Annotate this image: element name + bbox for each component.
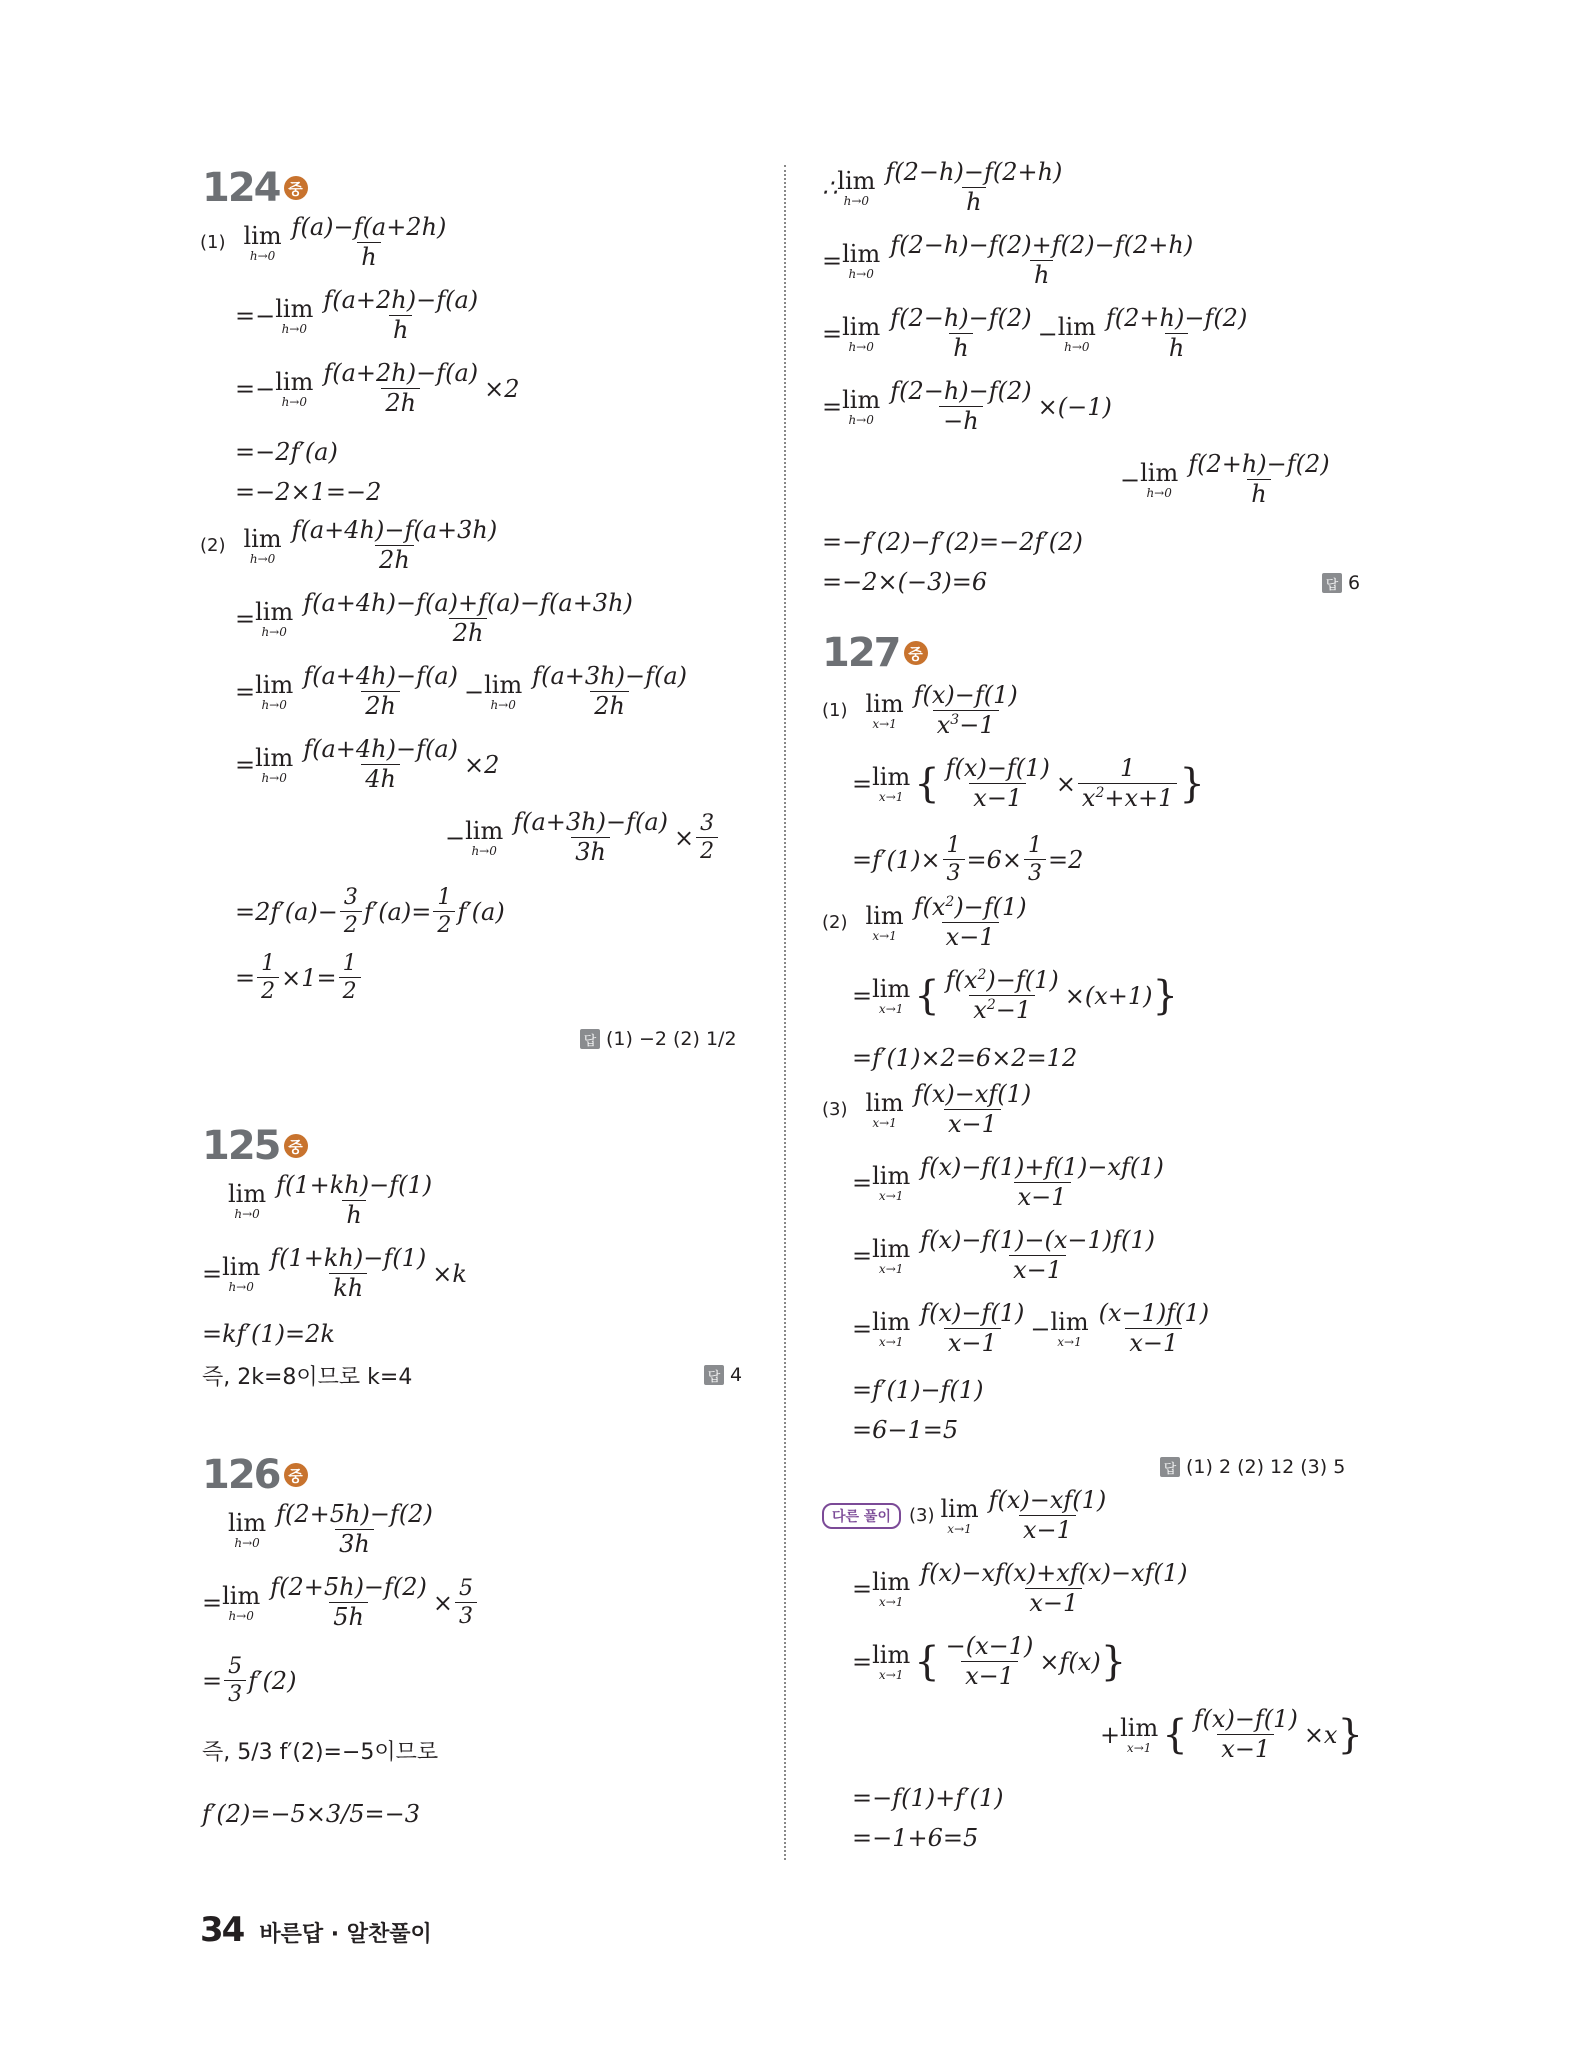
part-label: (3)	[822, 1099, 848, 1121]
answer-125	[704, 1364, 742, 1386]
part-label: (2)	[200, 535, 226, 557]
eq-124-2-step2: = lim h→0 $\frac{f(a+4h)-f(a)}{2h}$ − lim h→0 $\frac{f(a+3h)-f(a)}{2h}$	[235, 662, 687, 721]
eq-127-alt-step2b: + lim x→1 { $\frac{f(x)-f(1)}{x-1}$ ×x }	[1100, 1705, 1363, 1764]
answer-127	[1160, 1456, 1345, 1478]
eq-124-2-step1: = lim h→0 $\frac{f(a+4h)-f(a)+f(a)-f(a+3h)}{2h}$	[235, 589, 633, 648]
korean-statement: 즉, 2k=8이므로 k=4	[202, 1365, 413, 1390]
page-footer	[200, 1910, 432, 1950]
eq-126c-step4: =−f′(2)−f′(2)=−2f′(2)	[822, 528, 1083, 556]
eq-124-2-step5: = $\frac{1}{2}$ ×1= $\frac{1}{2}$	[235, 952, 363, 1003]
eq-124-1-step4: =−2×1=−2	[235, 478, 382, 506]
difficulty-badge: 중	[284, 1134, 308, 1158]
eq-126c-step1: = lim h→0 $\frac{f(2-h)-f(2)+f(2)-f(2+h)}{h}$	[822, 231, 1194, 290]
part-label: (1)	[822, 700, 848, 722]
eq-126c-step5: =−2×(−3)=6	[822, 568, 988, 596]
eq-124-1-start: (1) lim h→0 $\frac{f(a)-f(a+2h)}{h}$	[200, 213, 447, 272]
eq-127-1-start: (1) lim x→1 $\frac{f(x)-f(1)}{x^3-1}$	[822, 681, 1018, 740]
eq-125-start: lim h→0 $\frac{f(1+kh)-f(1)}{h}$	[228, 1171, 433, 1230]
eq-126c-step2: = lim h→0 $\frac{f(2-h)-f(2)}{h}$ − lim h→0 $\frac{f(2+h)-f(2)}{h}$	[822, 304, 1248, 363]
answer-badge: 답	[1160, 1457, 1180, 1477]
korean-statement: 즉, 5/3 f′(2)=−5이므로	[202, 1740, 439, 1765]
eq-124-1-step1: =− lim h→0 $\frac{f(a+2h)-f(a)}{h}$	[235, 286, 479, 345]
problem-124-header	[202, 165, 308, 211]
eq-127-3-step5: =6−1=5	[852, 1416, 959, 1444]
eq-126-conclusion	[202, 1735, 438, 1766]
eq-127-alt-start: 다른 풀이 (3) lim x→1 $\frac{f(x)-xf(1)}{x-1}$	[822, 1488, 1112, 1543]
eq-127-3-start: (3) lim x→1 $\frac{f(x)-xf(1)}{x-1}$	[822, 1080, 1032, 1139]
answer-126	[1322, 572, 1360, 594]
eq-127-2-step2: =f′(1)×2=6×2=12	[852, 1044, 1078, 1072]
part-label: (2)	[822, 912, 848, 934]
eq-125-step2: =kf′(1)=2k	[202, 1320, 335, 1348]
part-label: (1)	[200, 232, 226, 254]
eq-124-2-step3: = lim h→0 $\frac{f(a+4h)-f(a)}{4h}$ ×2	[235, 735, 500, 794]
eq-127-2-start: (2) lim x→1 $\frac{f(x^2)-f(1)}{x-1}$	[822, 893, 1027, 952]
eq-125-conclusion	[202, 1360, 412, 1391]
other-solution-badge: 다른 풀이	[822, 1503, 901, 1529]
eq-124-2-start: (2) lim h→0 $\frac{f(a+4h)-f(a+3h)}{2h}$	[200, 516, 498, 575]
part-label: (3)	[908, 1505, 935, 1527]
problem-127-header	[822, 630, 928, 676]
answer-124	[580, 1028, 737, 1050]
eq-127-3-step1: = lim x→1 $\frac{f(x)-f(1)+f(1)-xf(1)}{x-1}$	[852, 1153, 1164, 1212]
book-title: 바른답 · 알찬풀이	[259, 1922, 432, 1947]
eq-126-step2: = $\frac{5}{3}$ f′(2)	[202, 1654, 297, 1708]
eq-126c-step3b: − lim h→0 $\frac{f(2+h)-f(2)}{h}$	[1120, 450, 1330, 509]
answer-text: (1) −2 (2) 1/2	[606, 1028, 737, 1050]
eq-127-1-step1: = lim x→1 { $\frac{f(x)-f(1)}{x-1}$ × $\frac{1}{x^2+x+1}$ }	[852, 754, 1205, 813]
difficulty-badge: 중	[284, 1463, 308, 1487]
eq-124-1-step3: =−2f′(a)	[235, 438, 338, 466]
answer-text: 6	[1348, 572, 1361, 594]
eq-126-step1: = lim h→0 $\frac{f(2+5h)-f(2)}{5h}$ × $\frac{5}{3}$	[202, 1575, 479, 1630]
eq-127-2-step1: = lim x→1 { $\frac{f(x^2)-f(1)}{x^2-1}$ ×(x+1) }	[852, 966, 1178, 1025]
answer-badge: 답	[1322, 573, 1342, 593]
answer-badge: 답	[704, 1365, 724, 1385]
eq-127-alt-step2: = lim x→1 { $\frac{-(x-1)}{x-1}$ ×f(x) }	[852, 1632, 1127, 1691]
eq-124-2-step3b: − lim h→0 $\frac{f(a+3h)-f(a)}{3h}$ × $\frac{3}{2}$	[445, 810, 720, 865]
eq-126-final	[202, 1800, 420, 1828]
problem-number: 126	[202, 1452, 280, 1498]
difficulty-badge: 중	[284, 176, 308, 200]
eq-124-1-step2: =− lim h→0 $\frac{f(a+2h)-f(a)}{2h}$ ×2	[235, 359, 520, 418]
eq-126c-step3: = lim h→0 $\frac{f(2-h)-f(2)}{-h}$ ×(−1)	[822, 377, 1112, 436]
eq-127-1-step2: =f′(1)× $\frac{1}{3}$ =6× $\frac{1}{3}$ =2	[852, 833, 1084, 887]
eq-127-3-step2: = lim x→1 $\frac{f(x)-f(1)-(x-1)f(1)}{x-1}$	[852, 1226, 1155, 1285]
eq-127-3-step4: =f′(1)−f(1)	[852, 1376, 984, 1404]
eq-127-alt-step1: = lim x→1 $\frac{f(x)-xf(x)+xf(x)-xf(1)}{x-1}$	[852, 1559, 1188, 1618]
eq-126-start: lim h→0 $\frac{f(2+5h)-f(2)}{3h}$	[228, 1500, 433, 1559]
eq-125-step1: = lim h→0 $\frac{f(1+kh)-f(1)}{kh}$ ×k	[202, 1244, 467, 1303]
column-divider	[784, 165, 786, 1860]
answer-text: 4	[730, 1364, 743, 1386]
problem-number: 125	[202, 1123, 280, 1169]
page-number: 34	[200, 1910, 244, 1950]
answer-badge: 답	[580, 1029, 600, 1049]
problem-125-header	[202, 1123, 308, 1169]
eq-124-2-step4: =2f′(a)− $\frac{3}{2}$ f′(a)= $\frac{1}{2}$ f′(a)	[235, 885, 505, 939]
problem-126-header	[202, 1452, 308, 1498]
answer-text: (1) 2 (2) 12 (3) 5	[1186, 1456, 1346, 1478]
problem-number: 127	[822, 630, 900, 676]
final-equation: f′(2)=−5×3/5=−3	[202, 1800, 421, 1828]
eq-127-alt-step3: =−f(1)+f′(1)	[852, 1784, 1004, 1812]
eq-127-alt-step4: =−1+6=5	[852, 1824, 979, 1852]
difficulty-badge: 중	[904, 641, 928, 665]
eq-126c-start: ∴ lim h→0 $\frac{f(2-h)-f(2+h)}{h}$	[822, 158, 1063, 217]
problem-number: 124	[202, 165, 280, 211]
eq-127-3-step3: = lim x→1 $\frac{f(x)-f(1)}{x-1}$ − lim x→1 $\frac{(x-1)f(1)}{x-1}$	[852, 1299, 1210, 1358]
